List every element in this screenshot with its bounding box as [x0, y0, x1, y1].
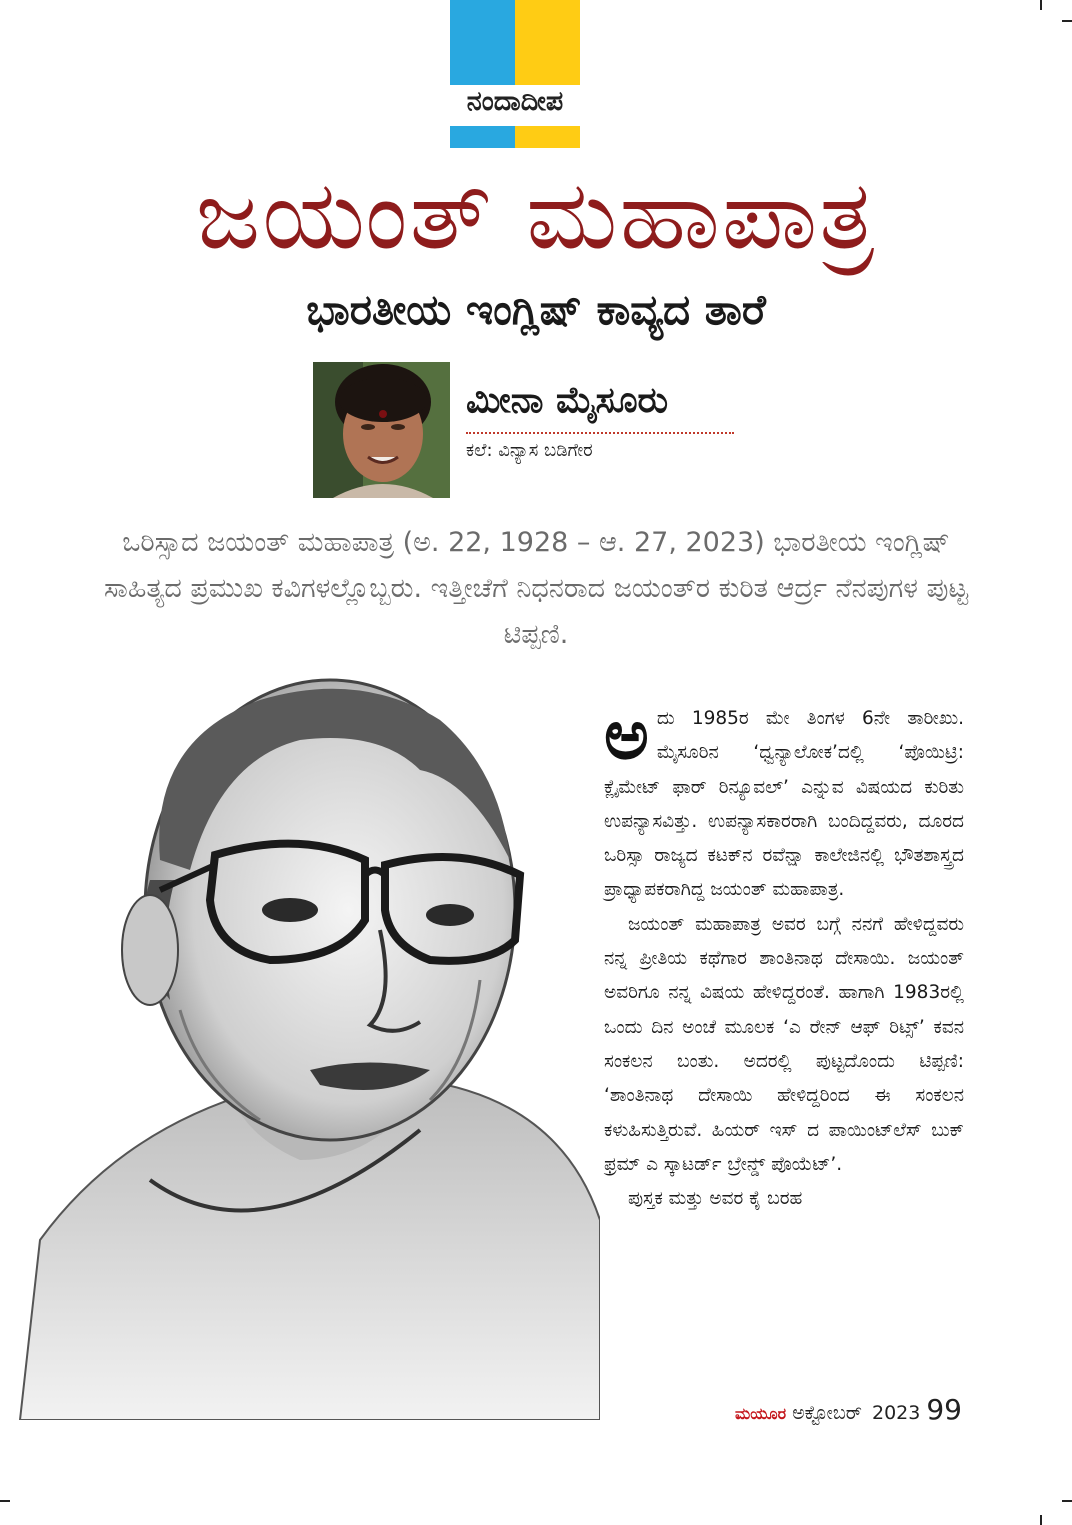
body-paragraph [604, 696, 964, 908]
section-logo [450, 0, 580, 148]
page-number: 99 [926, 1393, 962, 1426]
issue-year: 2023 [872, 1402, 921, 1424]
crop-mark [1040, 0, 1042, 10]
body-paragraph: ಪುಸ್ತಕ ಮತ್ತು ಅವರ ಕೈ ಬರಹ [628, 1188, 803, 1210]
drop-cap: ಅ [604, 696, 649, 775]
author-divider [466, 432, 734, 434]
magazine-name: ಮಯೂರ [735, 1404, 787, 1423]
crop-mark [1062, 1500, 1072, 1502]
article-body [604, 696, 964, 1216]
art-credit: ಕಲೆ: ವಿನ್ಯಾಸ ಬಡಿಗೇರ [466, 440, 593, 461]
crop-mark [1040, 1515, 1042, 1525]
issue-month: ಅಕ್ಟೋಬರ್ [792, 1402, 862, 1424]
section-label: ನಂದಾದೀಪ [466, 86, 564, 117]
page-footer [712, 1393, 962, 1426]
crop-mark [0, 1500, 10, 1502]
article-title: ಜಯಂತ್ ಮಹಾಪಾತ್ರ [195, 159, 877, 271]
article-subtitle: ಭಾರತೀಯ ಇಂಗ್ಲಿಷ್ ಕಾವ್ಯದ ತಾರೆ [306, 285, 766, 334]
logo-yellow-strip [515, 126, 580, 148]
article-intro: ಒರಿಸ್ಸಾದ ಜಯಂತ್ ಮಹಾಪಾತ್ರ (ಅ. 22, 1928 – ಆ. 27, 2023) ಭಾರತೀಯ ಇಂಗ್ಲಿಷ್ ಸಾಹಿತ್ಯದ ಪ್ರಮುಖ ಕವಿಗಳಲ್ಲೊಬ್ಬರು. ಇತ್ತೀಚೆಗೆ ನಿಧನರಾದ ಜಯಂತ್‌ರ ಕುರಿತ ಆರ್ದ್ರ ನೆನಪುಗಳ ಪುಟ್ಟ ಟಿಪ್ಪಣಿ. [103, 527, 969, 650]
crop-mark [1062, 20, 1072, 22]
logo-blue-strip [450, 126, 515, 148]
author-name: ಮೀನಾ ಮೈಸೂರು [466, 380, 669, 421]
sketch-portrait-image [0, 660, 600, 1420]
logo-blue-block [450, 0, 515, 85]
sketch-portrait [0, 660, 600, 1420]
author-portrait-image [313, 362, 450, 498]
paragraph-text: ದು 1985ರ ಮೇ ತಿಂಗಳ 6ನೇ ತಾರೀಖು. ಮೈಸೂರಿನ ‘ಧ್ವನ್ಯಾಲೋಕ’ದಲ್ಲಿ ‘ಪೊಯಿಟ್ರಿ: ಕ್ಲೈಮೇಟ್ ಫಾರ್ ರಿನ್ಯೂವಲ್’ ಎನ್ನುವ ವಿಷಯದ ಕುರಿತು ಉಪನ್ಯಾಸವಿತ್ತು. ಉಪನ್ಯಾಸಕಾರರಾಗಿ ಬಂದಿದ್ದವರು, ದೂರದ ಒರಿಸ್ಸಾ ರಾಜ್ಯದ ಕಟಕ್‌ನ ರವೆನ್ಷಾ ಕಾಲೇಜಿನಲ್ಲಿ ಭೌತಶಾಸ್ತ್ರದ ಪ್ರಾಧ್ಯಾಪಕರಾಗಿದ್ದ ಜಯಂತ್ ಮಹಾಪಾತ್ರ. [604, 708, 964, 901]
author-photo [313, 362, 450, 498]
logo-yellow-block [515, 0, 580, 85]
body-paragraph: ಜಯಂತ್ ಮಹಾಪಾತ್ರ ಅವರ ಬಗ್ಗೆ ನನಗೆ ಹೇಳಿದ್ದವರು ನನ್ನ ಪ್ರೀತಿಯ ಕಥೆಗಾರ ಶಾಂತಿನಾಥ ದೇಸಾಯಿ. ಜಯಂತ್ ಅವರಿಗೂ ನನ್ನ ವಿಷಯ ಹೇಳಿದ್ದರಂತೆ. ಹಾಗಾಗಿ 1983ರಲ್ಲಿ ಒಂದು ದಿನ ಅಂಚೆ ಮೂಲಕ ‘ಎ ರೇನ್ ಆಫ್ ರಿಟ್ಸ್’ ಕವನ ಸಂಕಲನ ಬಂತು. ಅದರಲ್ಲಿ ಪುಟ್ಟದೊಂದು ಟಿಪ್ಪಣಿ: ‘ಶಾಂತಿನಾಥ ದೇಸಾಯಿ ಹೇಳಿದ್ದರಿಂದ ಈ ಸಂಕಲನ ಕಳುಹಿಸುತ್ತಿರುವೆ. ಹಿಯರ್ ಇಸ್ ದ ಪಾಯಿಂಟ್‌ಲೆಸ್ ಬುಕ್ ಫ್ರಮ್ ಎ ಸ್ಕಾಟರ್ಡ್ ಬ್ರೇನ್ಡ್ ಪೊಯೆಟ್’. [604, 913, 964, 1175]
